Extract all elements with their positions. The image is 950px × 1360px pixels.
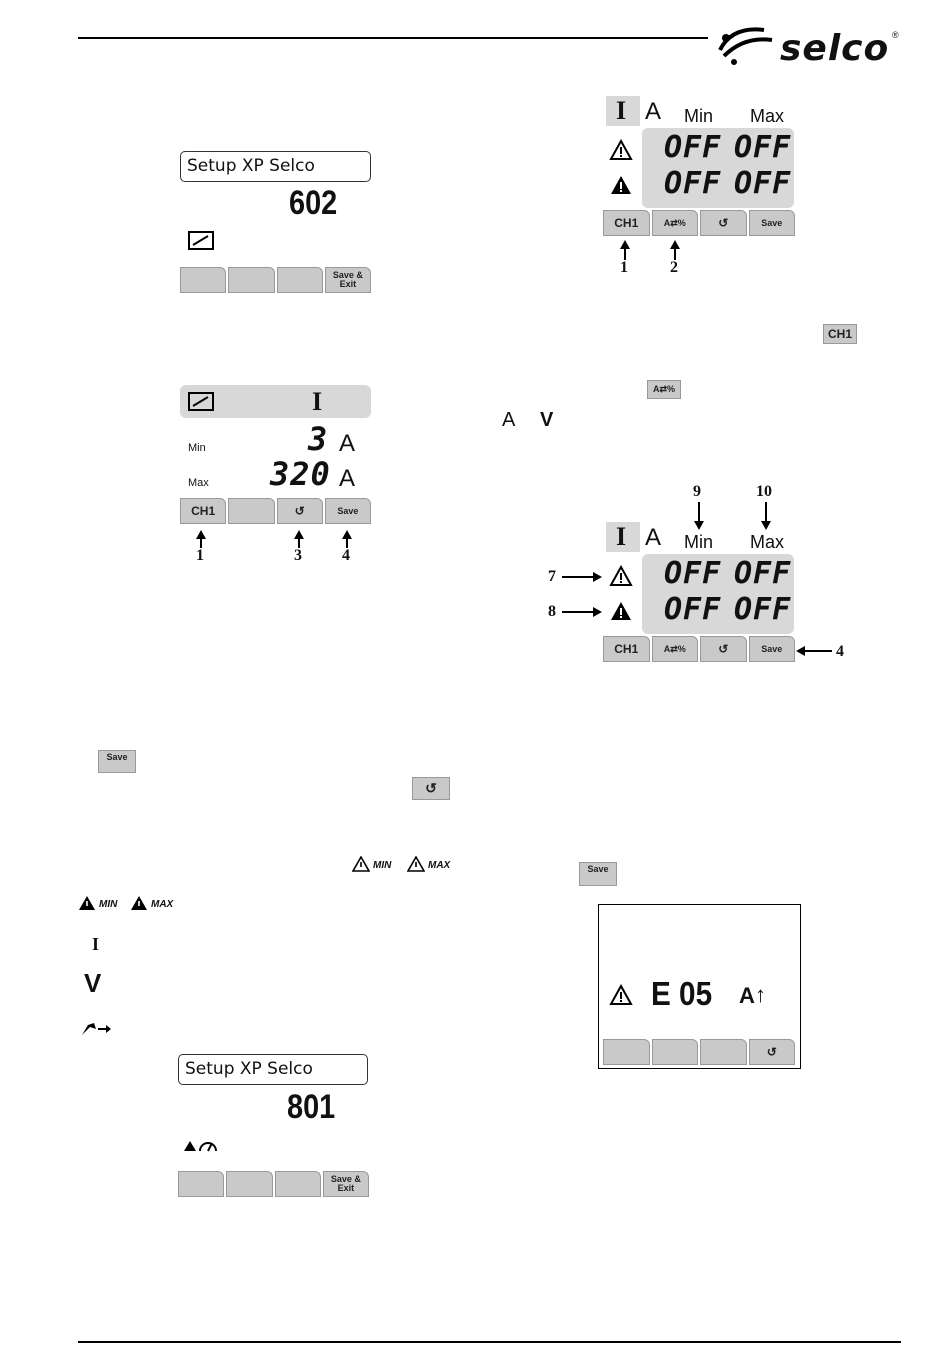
ramp-icon <box>188 231 214 250</box>
callout-line <box>765 502 767 522</box>
current-symbol: I <box>616 96 627 125</box>
unit-toggle-button[interactable]: A⇄% <box>652 636 699 662</box>
alarm-bottom-unit: A <box>645 524 662 551</box>
warning-min-label: MIN <box>373 860 392 871</box>
callout-arrow <box>694 521 704 530</box>
save-inline-key: Save <box>98 750 136 773</box>
softkey-1[interactable] <box>603 1039 650 1065</box>
softkey-1[interactable] <box>178 1171 224 1197</box>
callout-line <box>562 611 594 613</box>
brand-name: selco <box>780 28 890 69</box>
limits-header <box>180 385 371 418</box>
callout-line <box>624 246 626 260</box>
softkey-3[interactable] <box>700 1039 747 1065</box>
back-button[interactable]: ↺ <box>277 498 323 524</box>
current-symbol-inline: I <box>92 934 100 954</box>
softkey-2[interactable] <box>228 267 274 293</box>
alarm-min: OFF <box>664 592 722 627</box>
robot-exit-icon <box>80 1019 112 1037</box>
max-unit: A <box>339 465 356 492</box>
softkey-bar-602 <box>180 267 371 293</box>
ch1-button[interactable]: CH1 <box>603 636 650 662</box>
softkey-bar-error <box>603 1039 795 1065</box>
alarm-bottom-col-max: Max <box>750 532 785 552</box>
min-value: 3 <box>308 420 329 458</box>
callout-1: 1 <box>196 547 204 564</box>
warning-min: OFF <box>664 130 722 165</box>
voltage-symbol-inline: V <box>84 968 102 998</box>
save-inline-key: Save <box>579 862 617 886</box>
alarm-max-icon <box>130 895 148 911</box>
ch1-button[interactable]: CH1 <box>180 498 226 524</box>
arrow-up-icon: ↑ <box>755 982 766 1007</box>
softkey-1[interactable] <box>180 267 226 293</box>
current-symbol: I <box>616 522 627 551</box>
back-inline-key: ↺ <box>412 777 450 800</box>
softkey-bar-alarm-top <box>603 210 795 236</box>
parameter-number-801: 801 <box>287 1088 336 1126</box>
softkey-bar-alarm-bottom <box>603 636 795 662</box>
callout-arrow <box>593 572 602 582</box>
alarm-bottom-symbol-box <box>606 522 640 552</box>
warning-icon <box>609 984 633 1006</box>
alarm-top-col-max: Max <box>750 106 785 126</box>
alarm-min-icon <box>78 895 96 911</box>
softkey-2[interactable] <box>228 498 274 524</box>
alarm-max: OFF <box>734 592 792 627</box>
alarm-icon <box>609 600 633 622</box>
alarm-min-label: MIN <box>99 899 118 910</box>
max-label: Max <box>188 477 209 489</box>
softkey-3[interactable] <box>277 267 323 293</box>
warning-min: OFF <box>664 556 722 591</box>
callout-2: 2 <box>670 259 678 276</box>
callout-line <box>804 650 832 652</box>
error-unit: A <box>739 983 755 1008</box>
warning-max: OFF <box>734 556 792 591</box>
callout-line <box>562 576 594 578</box>
current-symbol: I <box>312 387 323 416</box>
callout-arrow <box>593 607 602 617</box>
gauge-icon <box>184 1137 218 1155</box>
back-button[interactable]: ↺ <box>700 210 747 236</box>
ramp-icon <box>188 392 214 411</box>
back-button[interactable]: ↺ <box>700 636 747 662</box>
error-code: E 05 <box>651 975 713 1012</box>
softkey-2[interactable] <box>652 1039 699 1065</box>
warning-min-icon <box>352 856 370 872</box>
softkey-3[interactable] <box>275 1171 321 1197</box>
softkey-2[interactable] <box>226 1171 272 1197</box>
callout-line <box>698 502 700 522</box>
setup-title-801: Setup XP Selco <box>178 1054 368 1085</box>
unit-a-symbol: A <box>502 409 516 431</box>
setup-title-602: Setup XP Selco <box>180 151 371 182</box>
brand-logo <box>714 20 904 70</box>
min-label: Min <box>188 442 206 454</box>
header-rule <box>78 37 708 39</box>
callout-4: 4 <box>836 643 844 660</box>
warning-max-icon <box>407 856 425 872</box>
error-screen <box>598 904 801 1069</box>
warning-icon <box>609 139 633 161</box>
alarm-min: OFF <box>664 166 722 201</box>
alarm-max: OFF <box>734 166 792 201</box>
alarm-top-col-min: Min <box>684 106 714 126</box>
unit-v-symbol: V <box>540 409 554 431</box>
alarm-top-symbol-box <box>606 96 640 126</box>
alarm-bottom-grid <box>642 554 794 634</box>
save-exit-button[interactable]: Save & Exit <box>323 1171 369 1197</box>
softkey-bar-limits <box>180 498 371 524</box>
alarm-icon <box>609 174 633 196</box>
save-exit-button[interactable]: Save & Exit <box>325 267 371 293</box>
callout-3: 3 <box>294 547 302 564</box>
callout-4: 4 <box>342 547 350 564</box>
back-button[interactable]: ↺ <box>749 1039 796 1065</box>
ch1-inline-key: CH1 <box>823 324 857 344</box>
callout-7: 7 <box>548 568 556 585</box>
max-value: 320 <box>270 455 331 493</box>
alarm-top-grid <box>642 128 794 208</box>
callout-10: 10 <box>756 483 772 500</box>
alarm-top-unit: A <box>645 98 662 125</box>
callout-arrow <box>761 521 771 530</box>
unit-toggle-button[interactable]: A⇄% <box>652 210 699 236</box>
save-button[interactable]: Save <box>749 210 796 236</box>
callout-line <box>674 246 676 260</box>
min-unit: A <box>339 430 356 457</box>
softkey-bar-801 <box>178 1171 369 1197</box>
footer-rule <box>78 1341 901 1343</box>
warning-max: OFF <box>734 130 792 165</box>
warning-icon <box>609 565 633 587</box>
alarm-max-label: MAX <box>151 899 174 910</box>
save-button[interactable]: Save <box>325 498 371 524</box>
callout-8: 8 <box>548 603 556 620</box>
save-button[interactable]: Save <box>749 636 796 662</box>
callout-9: 9 <box>693 483 701 500</box>
alarm-bottom-col-min: Min <box>684 532 714 552</box>
parameter-number-602: 602 <box>289 184 338 222</box>
unit-toggle-inline-key: A⇄% <box>647 380 681 399</box>
callout-1: 1 <box>620 259 628 276</box>
brand-registered: ® <box>892 30 899 40</box>
warning-max-label: MAX <box>428 860 451 871</box>
ch1-button[interactable]: CH1 <box>603 210 650 236</box>
